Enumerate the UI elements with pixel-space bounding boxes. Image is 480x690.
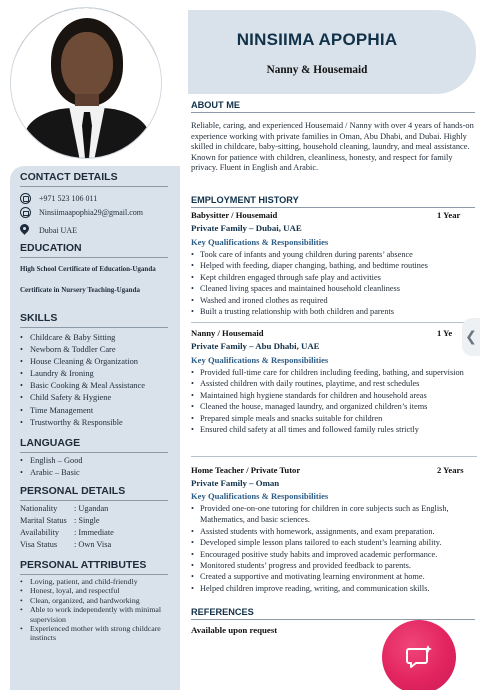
phone-icon xyxy=(20,193,31,204)
list-item: • Provided full-time care for children including feeding, bathing, and supervision xyxy=(191,367,479,378)
personal-row xyxy=(20,503,108,515)
detail-key: Nationality xyxy=(20,504,58,513)
divider xyxy=(20,574,168,575)
detail-key: Visa Status xyxy=(20,540,58,549)
list-item: • Prepared simple meals and snacks suitable for children xyxy=(191,413,479,424)
header-banner xyxy=(188,10,476,94)
divider xyxy=(20,452,168,453)
list-item: • Arabic – Basic xyxy=(20,467,176,479)
person-name: NINSIIMA APOPHIA xyxy=(236,30,398,49)
list-item: • Basic Cooking & Meal Assistance xyxy=(20,380,176,392)
education-entry: Certificate in Nursery Teaching-Uganda xyxy=(20,286,140,294)
detail-key: Availability xyxy=(20,528,60,537)
list-item: • Monitored students’ progress and provided feedback to parents. xyxy=(191,560,479,571)
job-qualifications-heading: Key Qualifications & Responsibilities xyxy=(191,491,329,501)
profile-photo xyxy=(10,7,162,159)
divider xyxy=(20,500,168,501)
list-item: • Assisted children with daily routines, playtime, and rest schedules xyxy=(191,378,479,389)
contact-location xyxy=(20,224,77,236)
job-duration: 2 Years xyxy=(437,465,464,475)
list-item: • Took care of infants and young children during parents’ absence xyxy=(191,249,479,260)
list-item: • Helped children improve reading, writing, and communication skills. xyxy=(191,583,479,594)
detail-value: : Ugandan xyxy=(74,504,109,513)
list-item: • Time Management xyxy=(20,405,176,417)
list-item: • English – Good xyxy=(20,455,176,467)
divider xyxy=(191,322,477,323)
skills-list xyxy=(20,332,176,429)
list-item: • Encouraged positive study habits and improved academic performance. xyxy=(191,549,479,560)
list-item: • Washed and ironed clothes as required xyxy=(191,295,479,306)
divider xyxy=(20,257,168,258)
about-heading: ABOUT ME xyxy=(191,100,240,110)
detail-value: : Own Visa xyxy=(74,540,112,549)
job-duties xyxy=(191,503,479,594)
list-item: • Able to work independently with minimal supervision xyxy=(20,605,170,624)
list-item: • Kept children engaged through safe play and activities xyxy=(191,272,479,283)
contact-heading: CONTACT DETAILS xyxy=(20,171,118,183)
contact-email xyxy=(20,207,143,218)
divider xyxy=(191,619,475,620)
list-item: • Loving, patient, and child-friendly xyxy=(20,577,170,586)
education-entry: High School Certificate of Education-Uganda xyxy=(20,265,156,273)
job-company: Private Family – Oman xyxy=(191,478,280,488)
detail-value: : Immediate xyxy=(74,528,114,537)
location-pin-icon xyxy=(20,224,29,236)
job-company: Private Family – Dubai, UAE xyxy=(191,223,302,233)
job-title: Nanny / Housemaid xyxy=(191,328,264,338)
personal-row xyxy=(20,527,114,539)
language-list xyxy=(20,455,176,479)
divider xyxy=(191,207,475,208)
personal-row xyxy=(20,539,111,551)
job-company: Private Family – Abu Dhabi, UAE xyxy=(191,341,320,351)
list-item: • Created a supportive and motivating learning environment at home. xyxy=(191,571,479,582)
job-qualifications-heading: Key Qualifications & Responsibilities xyxy=(191,237,329,247)
list-item: • Newborn & Toddler Care xyxy=(20,344,176,356)
job-duration: 1 Year xyxy=(437,210,461,220)
list-item: • Provided one-on-one tutoring for children in core subjects such as English, Mathematics, and basic sciences. xyxy=(191,503,479,526)
list-item: • Laundry & Ironing xyxy=(20,368,176,380)
job-title: Babysitter / Housemaid xyxy=(191,210,278,220)
references-heading: REFERENCES xyxy=(191,607,254,617)
list-item: • Childcare & Baby Sitting xyxy=(20,332,176,344)
email-text: Ninsiimaapophia29@gmail.com xyxy=(39,208,144,217)
email-icon xyxy=(20,207,31,218)
list-item: • Developed simple lesson plans tailored to each student’s learning ability. xyxy=(191,537,479,548)
list-item: • Maintained high hygiene standards for children and household areas xyxy=(191,390,479,401)
list-item: • House Cleaning & Organization xyxy=(20,356,176,368)
detail-key: Marital Status xyxy=(20,516,67,525)
list-item: • Trustworthy & Responsible xyxy=(20,417,176,429)
job-title: Nanny & Housemaid xyxy=(266,64,368,76)
job-duties xyxy=(191,367,479,435)
list-item: • Helped with feeding, diaper changing, bathing, and bedtime routines xyxy=(191,260,479,271)
left-column xyxy=(0,0,180,690)
chevron-left-icon: ❮ xyxy=(465,329,477,345)
chat-fab-button[interactable] xyxy=(382,620,456,690)
chat-sparkle-icon xyxy=(404,642,434,672)
job-qualifications-heading: Key Qualifications & Responsibilities xyxy=(191,355,329,365)
personal-heading: PERSONAL DETAILS xyxy=(20,485,126,497)
list-item: • Built a trusting relationship with both children and parents xyxy=(191,306,479,317)
side-panel-toggle[interactable] xyxy=(462,318,480,356)
list-item: • Experienced mother with strong childcare instincts xyxy=(20,624,170,643)
divider xyxy=(191,112,475,113)
list-item: • Assisted students with homework, assignments, and exam preparation. xyxy=(191,526,479,537)
contact-phone xyxy=(20,193,97,204)
skills-heading: SKILLS xyxy=(20,312,58,324)
personal-row xyxy=(20,515,100,527)
location-text: Dubai UAE xyxy=(39,225,77,235)
list-item: • Child Safety & Hygiene xyxy=(20,392,176,404)
divider xyxy=(20,327,168,328)
about-text: Reliable, caring, and experienced Housemaid / Nanny with over 4 years of hands-on experience working with private families in Oman, Abu Dhabi, and Dubai. Highly skilled in childcare, baby-sitting, household cleaning, laundry, and meal assistance. Known for patience with children, cleanliness, honesty, and respect for family privacy. Fluent in English and Arabic. xyxy=(191,121,474,173)
job-title: Home Teacher / Private Tutor xyxy=(191,465,301,475)
employment-heading: EMPLOYMENT HISTORY xyxy=(191,195,299,205)
job-duties xyxy=(191,249,479,317)
detail-value: : Single xyxy=(74,516,100,525)
divider xyxy=(191,456,477,457)
list-item: • Honest, loyal, and respectful xyxy=(20,586,170,595)
job-duration: 1 Ye xyxy=(437,328,453,338)
divider xyxy=(20,186,168,187)
education-heading: EDUCATION xyxy=(20,242,82,254)
attributes-list xyxy=(20,577,170,643)
list-item: • Ensured child safety at all times and followed family rules strictly xyxy=(191,424,479,435)
language-heading: LANGUAGE xyxy=(20,437,81,449)
references-text: Available upon request xyxy=(191,625,278,635)
list-item: • Cleaned the house, managed laundry, and organized children’s items xyxy=(191,401,479,412)
list-item: • Cleaned living spaces and maintained household cleanliness xyxy=(191,283,479,294)
attributes-heading: PERSONAL ATTRIBUTES xyxy=(20,559,147,571)
phone-text: +971 523 106 011 xyxy=(39,194,98,203)
list-item: • Clean, organized, and hardworking xyxy=(20,596,170,605)
